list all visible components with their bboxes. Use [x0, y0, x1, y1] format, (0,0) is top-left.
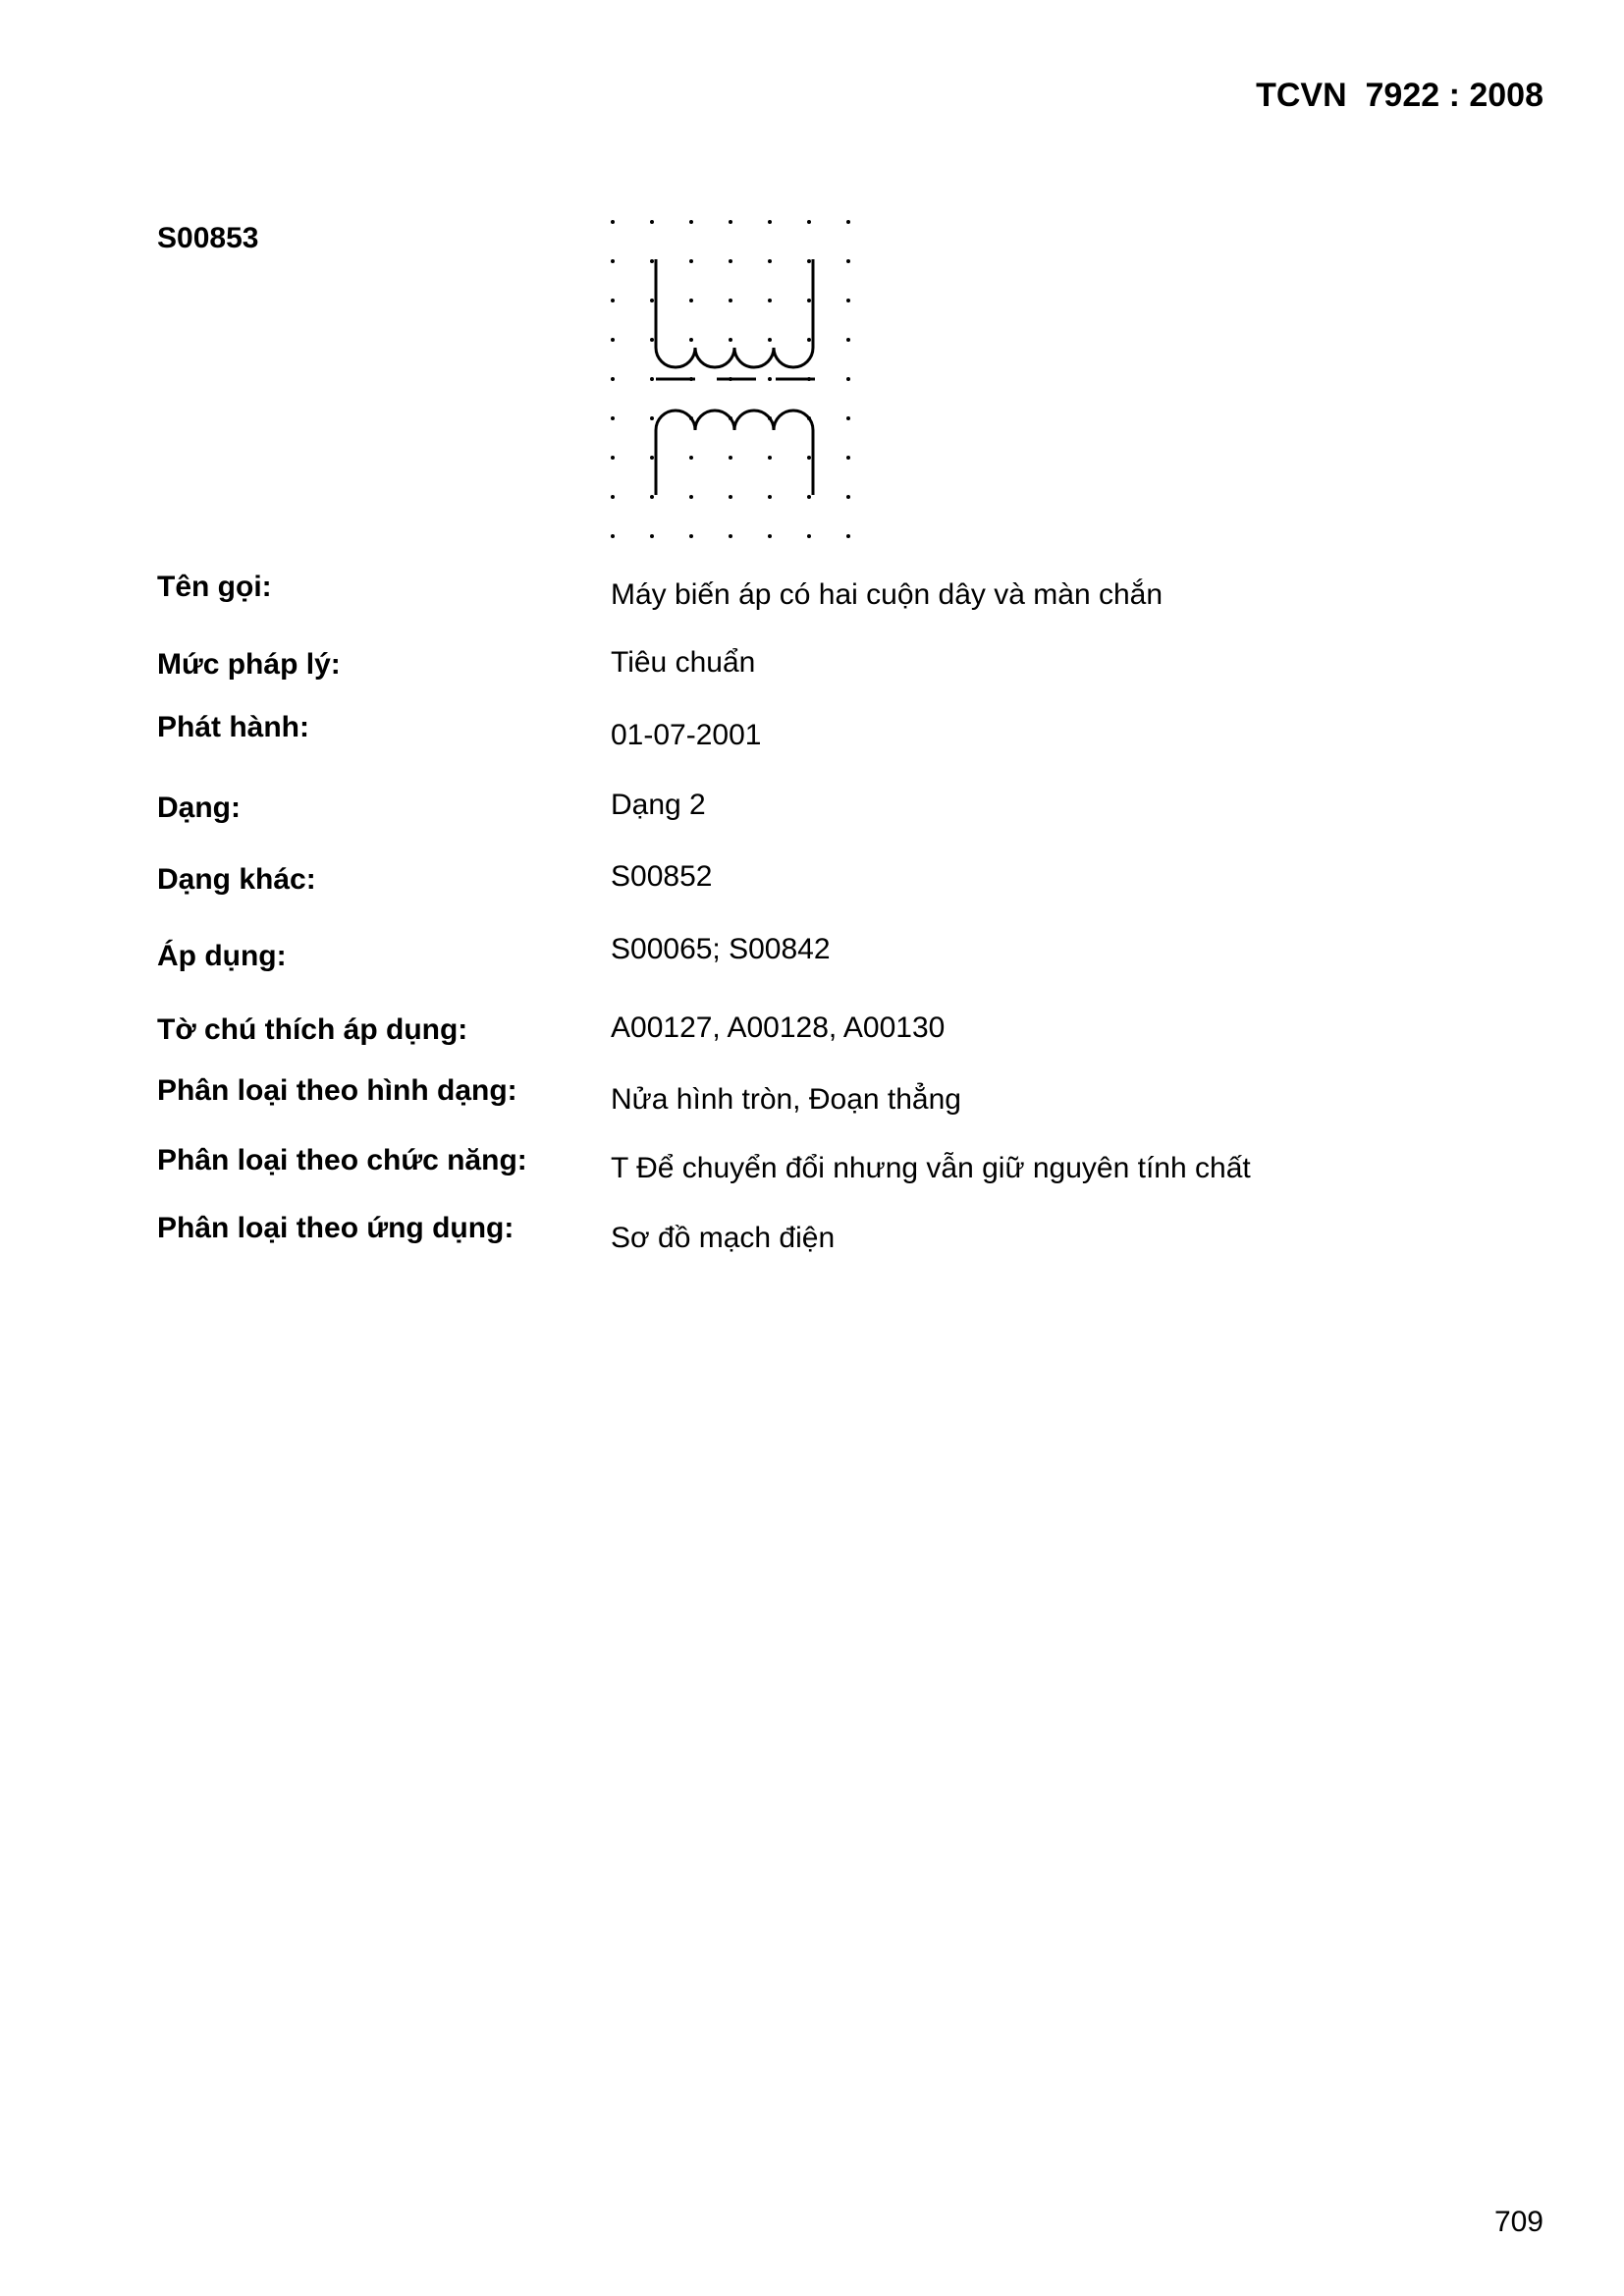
- grid-dot: [650, 416, 654, 420]
- field-value-dang-khac: S00852: [611, 860, 713, 893]
- grid-dot: [768, 377, 772, 381]
- grid-dot: [650, 456, 654, 460]
- field-label-to-chu-thich: Tờ chú thích áp dụng:: [157, 1013, 468, 1046]
- grid-dot: [689, 495, 693, 499]
- grid-dot: [611, 338, 615, 342]
- grid-dot: [768, 534, 772, 538]
- field-value-to-chu-thich: A00127, A00128, A00130: [611, 1011, 946, 1044]
- field-label-dang-khac: Dạng khác:: [157, 863, 316, 896]
- grid-dot: [807, 259, 811, 263]
- grid-dot: [846, 534, 850, 538]
- page-number: 709: [1493, 2206, 1543, 2238]
- grid-dot: [611, 259, 615, 263]
- grid-dot: [689, 259, 693, 263]
- grid-dot: [768, 338, 772, 342]
- grid-dot: [611, 456, 615, 460]
- grid-dot: [689, 299, 693, 302]
- grid-dot: [846, 338, 850, 342]
- grid-dot: [650, 338, 654, 342]
- field-value-ap-dung: S00065; S00842: [611, 933, 831, 965]
- grid-dot: [729, 259, 732, 263]
- field-label-ap-dung: Áp dụng:: [157, 940, 287, 972]
- grid-dot: [689, 220, 693, 224]
- field-label-dang: Dạng:: [157, 792, 241, 824]
- grid-dot: [846, 220, 850, 224]
- grid-dot: [650, 259, 654, 263]
- grid-dot: [689, 534, 693, 538]
- field-label-phat-hanh: Phát hành:: [157, 711, 309, 743]
- field-label-phan-loai-ung-dung: Phân loại theo ứng dụng:: [157, 1212, 514, 1244]
- grid-dot: [729, 495, 732, 499]
- field-value-ten-goi: Máy biến áp có hai cuộn dây và màn chắn: [611, 578, 1164, 611]
- grid-dot: [846, 259, 850, 263]
- grid-dot: [807, 220, 811, 224]
- grid-dot: [650, 299, 654, 302]
- grid-dot: [768, 299, 772, 302]
- grid-dot: [768, 495, 772, 499]
- grid-dot: [846, 456, 850, 460]
- winding-lower: [656, 410, 813, 495]
- grid-dot: [807, 338, 811, 342]
- winding-upper: [656, 259, 813, 367]
- field-value-dang: Dạng 2: [611, 789, 706, 821]
- grid-dot: [689, 338, 693, 342]
- grid-dot: [846, 495, 850, 499]
- grid-dot: [768, 259, 772, 263]
- field-value-phan-loai-ung-dung: Sơ đồ mạch điện: [611, 1222, 836, 1254]
- grid-dot: [768, 456, 772, 460]
- field-label-muc-phap-ly: Mức pháp lý:: [157, 648, 341, 681]
- grid-dot: [611, 534, 615, 538]
- grid-dot: [846, 377, 850, 381]
- field-label-ten-goi: Tên gọi:: [157, 571, 272, 603]
- grid-dot: [689, 456, 693, 460]
- transformer-two-windings-with-screen-icon: [601, 210, 866, 544]
- grid-dot: [729, 534, 732, 538]
- grid-dot: [650, 377, 654, 381]
- grid-dot: [807, 534, 811, 538]
- field-value-phan-loai-chuc-nang: T Để chuyển đổi nhưng vẫn giữ nguyên tính chất: [611, 1152, 1251, 1184]
- symbol-code: S00853: [157, 222, 259, 254]
- grid-dot: [650, 220, 654, 224]
- grid-dot: [807, 456, 811, 460]
- field-value-phan-loai-hinh-dang: Nửa hình tròn, Đoạn thẳng: [611, 1083, 961, 1116]
- grid-dot: [807, 495, 811, 499]
- document-header: TCVN 7922 : 2008: [1256, 77, 1543, 114]
- grid-dot: [729, 338, 732, 342]
- grid-dot: [729, 220, 732, 224]
- field-label-phan-loai-chuc-nang: Phân loại theo chức năng:: [157, 1144, 527, 1176]
- grid-dot: [611, 220, 615, 224]
- grid-dot: [611, 416, 615, 420]
- grid-dot: [729, 299, 732, 302]
- field-value-muc-phap-ly: Tiêu chuẩn: [611, 646, 756, 679]
- grid-dot: [807, 299, 811, 302]
- grid-dot: [729, 456, 732, 460]
- field-label-phan-loai-hinh-dang: Phân loại theo hình dạng:: [157, 1074, 517, 1107]
- grid-dot: [846, 299, 850, 302]
- grid-dot: [611, 377, 615, 381]
- grid-dot: [650, 495, 654, 499]
- grid-dot: [768, 220, 772, 224]
- field-value-phat-hanh: 01-07-2001: [611, 719, 762, 751]
- grid-dot: [650, 534, 654, 538]
- grid-dot: [611, 299, 615, 302]
- grid-dot: [611, 495, 615, 499]
- grid-dot: [846, 416, 850, 420]
